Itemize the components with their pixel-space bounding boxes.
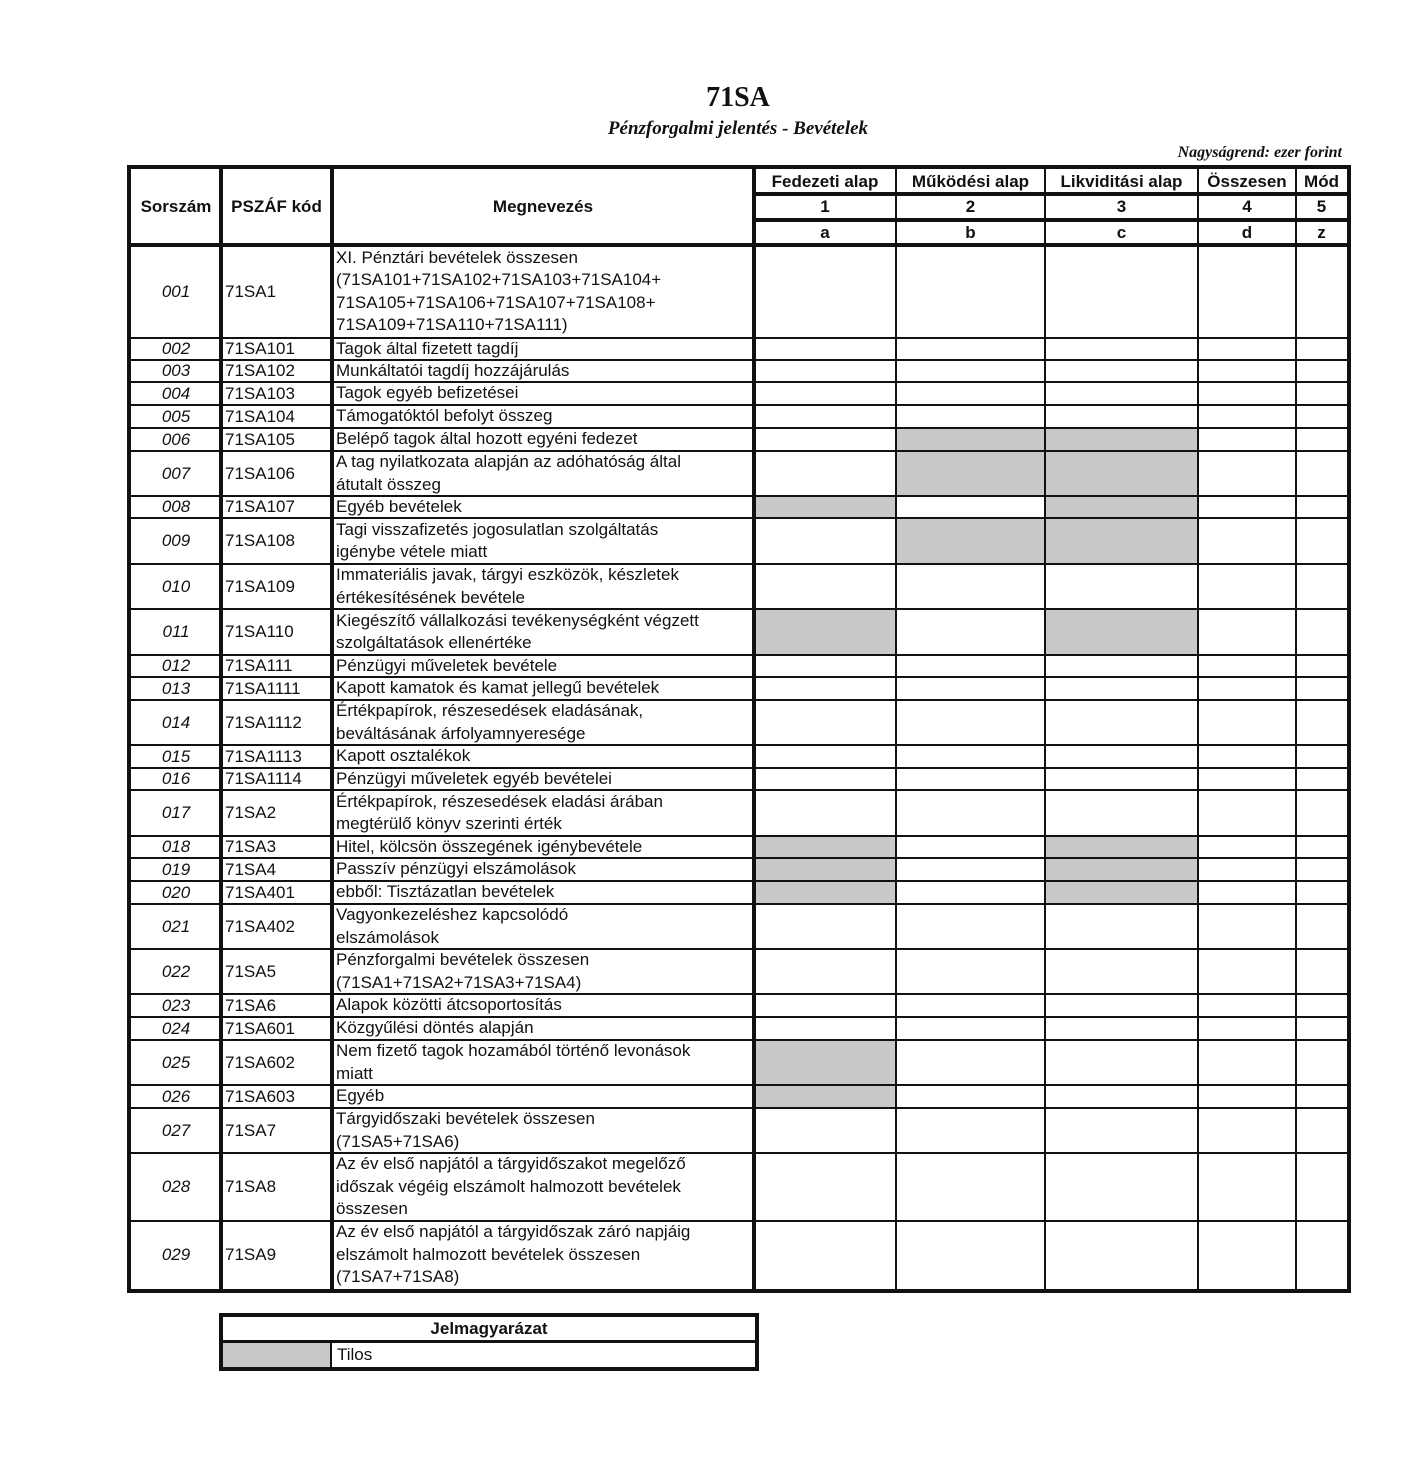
value-cell-d[interactable] bbox=[1198, 1040, 1296, 1085]
row-sorszam: 009 bbox=[161, 531, 191, 550]
row-megnevezes: Vagyonkezeléshez kapcsolódó elszámolások bbox=[336, 905, 569, 947]
grid-row-line bbox=[131, 676, 1347, 678]
value-cell-a[interactable] bbox=[754, 768, 896, 790]
value-cell-c[interactable] bbox=[1045, 1017, 1198, 1040]
row-pszaf-code: 71SA5 bbox=[225, 961, 277, 981]
value-cell-z[interactable] bbox=[1296, 609, 1347, 655]
value-cell-c[interactable] bbox=[1045, 949, 1198, 994]
col-header-label: Összesen bbox=[1207, 171, 1287, 191]
value-cell-a[interactable] bbox=[754, 836, 896, 858]
row-megnevezes: Munkáltatói tagdíj hozzájárulás bbox=[336, 360, 570, 380]
row-megnevezes: A tag nyilatkozata alapján az adóhatóság által átutalt összeg bbox=[336, 452, 681, 494]
row-pszaf-code: 71SA104 bbox=[225, 406, 295, 426]
value-cell-a[interactable] bbox=[754, 677, 896, 700]
value-cell-z[interactable] bbox=[1296, 768, 1347, 790]
value-cell-a[interactable] bbox=[754, 1085, 896, 1108]
row-megnevezes: Az év első napjától a tárgyidőszakot megelőző időszak végéig elszámolt halmozott bevételek összesen bbox=[336, 1154, 686, 1219]
value-cell-c[interactable] bbox=[1045, 768, 1198, 790]
value-cell-z[interactable] bbox=[1296, 655, 1347, 677]
col-header-number: 1 bbox=[820, 197, 830, 216]
legend-box bbox=[219, 1313, 759, 1371]
col-header-megnevezes: Megnevezés bbox=[492, 197, 594, 216]
value-cell-b[interactable] bbox=[896, 768, 1045, 790]
row-pszaf-code: 71SA7 bbox=[225, 1120, 277, 1140]
row-pszaf-code: 71SA107 bbox=[225, 497, 295, 516]
row-sorszam: 024 bbox=[161, 1018, 191, 1038]
col-header-label: Működési alap bbox=[911, 171, 1030, 191]
value-cell-c[interactable] bbox=[1045, 360, 1198, 382]
value-cell-z[interactable] bbox=[1296, 745, 1347, 768]
row-megnevezes: Tagok által fizetett tagdíj bbox=[336, 338, 519, 358]
value-cell-z[interactable] bbox=[1296, 1017, 1347, 1040]
row-megnevezes: Egyéb bbox=[336, 1086, 385, 1106]
grid-row-line bbox=[131, 654, 1347, 656]
value-cell-z[interactable] bbox=[1296, 700, 1347, 745]
value-cell-b[interactable] bbox=[896, 881, 1045, 904]
value-cell-d[interactable] bbox=[1198, 1221, 1296, 1289]
row-pszaf-code: 71SA108 bbox=[225, 531, 295, 550]
grid-header-bottom-line bbox=[131, 243, 1347, 247]
grid-header-line bbox=[754, 218, 1347, 222]
row-sorszam: 008 bbox=[161, 497, 191, 516]
row-sorszam: 021 bbox=[161, 916, 191, 936]
row-megnevezes: Pénzügyi műveletek bevétele bbox=[336, 655, 558, 675]
row-megnevezes: Pénzügyi műveletek egyéb bevételei bbox=[336, 768, 612, 788]
value-cell-b[interactable] bbox=[896, 949, 1045, 994]
value-cell-a[interactable] bbox=[754, 496, 896, 518]
value-cell-b[interactable] bbox=[896, 609, 1045, 655]
value-cell-d[interactable] bbox=[1198, 1017, 1296, 1040]
value-cell-d[interactable] bbox=[1198, 360, 1296, 382]
value-cell-z[interactable] bbox=[1296, 1108, 1347, 1153]
row-megnevezes: Tárgyidőszaki bevételek összesen (71SA5+71SA6) bbox=[336, 1109, 595, 1151]
value-cell-c[interactable] bbox=[1045, 700, 1198, 745]
row-sorszam: 026 bbox=[161, 1086, 191, 1106]
grid-row-line bbox=[131, 404, 1347, 406]
row-pszaf-code: 71SA602 bbox=[225, 1052, 295, 1072]
row-sorszam: 018 bbox=[161, 837, 191, 856]
value-cell-a[interactable] bbox=[754, 1108, 896, 1153]
row-pszaf-code: 71SA1114 bbox=[225, 769, 302, 788]
value-cell-c[interactable] bbox=[1045, 609, 1198, 655]
value-cell-d[interactable] bbox=[1198, 1085, 1296, 1108]
grid-row-line bbox=[131, 1039, 1347, 1041]
row-pszaf-code: 71SA102 bbox=[225, 361, 295, 380]
value-cell-a[interactable] bbox=[754, 338, 896, 360]
value-cell-z[interactable] bbox=[1296, 904, 1347, 949]
col-header-number: 3 bbox=[1116, 197, 1127, 216]
row-megnevezes: Alapok közötti átcsoportosítás bbox=[336, 995, 562, 1015]
row-megnevezes: Közgyűlési döntés alapján bbox=[336, 1018, 534, 1038]
row-sorszam: 019 bbox=[161, 859, 191, 879]
value-cell-c[interactable] bbox=[1045, 1221, 1198, 1289]
value-cell-z[interactable] bbox=[1296, 994, 1347, 1017]
legend-forbidden-label: Tilos bbox=[337, 1345, 373, 1364]
col-header-sorszam: Sorszám bbox=[140, 197, 212, 216]
value-cell-c[interactable] bbox=[1045, 382, 1198, 405]
row-megnevezes: Az év első napjától a tárgyidőszak záró napjáig elszámolt halmozott bevételek összesen (71SA7+71SA8) bbox=[336, 1222, 691, 1287]
row-sorszam: 029 bbox=[161, 1245, 191, 1264]
grid-row-line bbox=[131, 880, 1347, 882]
value-cell-a[interactable] bbox=[754, 881, 896, 904]
value-cell-d[interactable] bbox=[1198, 700, 1296, 745]
grid-row-line bbox=[131, 450, 1347, 452]
row-sorszam: 006 bbox=[161, 429, 191, 449]
value-cell-b[interactable] bbox=[896, 1017, 1045, 1040]
row-megnevezes: Értékpapírok, részesedések eladási árában megtérülő könyv szerinti érték bbox=[336, 791, 663, 833]
value-cell-a[interactable] bbox=[754, 994, 896, 1017]
value-cell-b[interactable] bbox=[896, 518, 1045, 564]
value-cell-a[interactable] bbox=[754, 1017, 896, 1040]
value-cell-a[interactable] bbox=[754, 382, 896, 405]
value-cell-b[interactable] bbox=[896, 1108, 1045, 1153]
row-sorszam: 014 bbox=[161, 712, 191, 732]
row-pszaf-code: 71SA2 bbox=[225, 803, 277, 822]
row-sorszam: 004 bbox=[161, 383, 191, 403]
value-cell-c[interactable] bbox=[1045, 451, 1198, 496]
legend-title: Jelmagyarázat bbox=[223, 1317, 755, 1343]
grid-row-line bbox=[131, 608, 1347, 610]
grid-row-line bbox=[131, 1152, 1347, 1154]
value-cell-a[interactable] bbox=[754, 1153, 896, 1221]
value-cell-b[interactable] bbox=[896, 994, 1045, 1017]
value-cell-z[interactable] bbox=[1296, 518, 1347, 564]
value-cell-z[interactable] bbox=[1296, 677, 1347, 700]
value-cell-a[interactable] bbox=[754, 609, 896, 655]
value-cell-a[interactable] bbox=[754, 745, 896, 768]
row-sorszam: 020 bbox=[161, 882, 191, 902]
value-cell-a[interactable] bbox=[754, 904, 896, 949]
value-cell-d[interactable] bbox=[1198, 836, 1296, 858]
row-megnevezes: XI. Pénztári bevételek összesen (71SA101+71SA102+71SA103+71SA104+ 71SA105+71SA106+71SA107+71SA108+ 71SA109+71SA110+71SA111) bbox=[336, 247, 662, 334]
row-megnevezes: Kapott kamatok és kamat jellegű bevételek bbox=[336, 678, 660, 698]
row-sorszam: 028 bbox=[161, 1177, 191, 1196]
row-megnevezes: Egyéb bevételek bbox=[336, 496, 462, 516]
row-sorszam: 002 bbox=[161, 339, 191, 358]
value-cell-c[interactable] bbox=[1045, 245, 1198, 338]
value-cell-a[interactable] bbox=[754, 428, 896, 451]
row-megnevezes: Értékpapírok, részesedések eladásának, beváltásának árfolyamnyeresége bbox=[336, 701, 644, 743]
row-pszaf-code: 71SA3 bbox=[225, 837, 277, 856]
report-table bbox=[127, 165, 1351, 1293]
value-cell-d[interactable] bbox=[1198, 518, 1296, 564]
value-cell-c[interactable] bbox=[1045, 858, 1198, 881]
value-cell-d[interactable] bbox=[1198, 904, 1296, 949]
row-megnevezes: Támogatóktól befolyt összeg bbox=[336, 406, 553, 426]
value-cell-c[interactable] bbox=[1045, 881, 1198, 904]
value-cell-b[interactable] bbox=[896, 745, 1045, 768]
value-cell-d[interactable] bbox=[1198, 451, 1296, 496]
row-megnevezes: Belépő tagok által hozott egyéni fedezet bbox=[336, 429, 638, 449]
value-cell-c[interactable] bbox=[1045, 518, 1198, 564]
col-header-letter: z bbox=[1317, 222, 1326, 242]
row-pszaf-code: 71SA1113 bbox=[225, 746, 302, 766]
form-code-title: 71SA bbox=[706, 82, 770, 113]
value-cell-z[interactable] bbox=[1296, 858, 1347, 881]
value-cell-b[interactable] bbox=[896, 451, 1045, 496]
value-cell-d[interactable] bbox=[1198, 790, 1296, 836]
value-cell-a[interactable] bbox=[754, 1040, 896, 1085]
col-header-number: 4 bbox=[1242, 197, 1252, 216]
value-cell-d[interactable] bbox=[1198, 428, 1296, 451]
value-cell-d[interactable] bbox=[1198, 858, 1296, 881]
value-cell-d[interactable] bbox=[1198, 496, 1296, 518]
value-cell-c[interactable] bbox=[1045, 904, 1198, 949]
grid-row-line bbox=[131, 903, 1347, 905]
value-cell-z[interactable] bbox=[1296, 360, 1347, 382]
value-cell-c[interactable] bbox=[1045, 836, 1198, 858]
row-sorszam: 003 bbox=[161, 361, 191, 380]
value-cell-z[interactable] bbox=[1296, 564, 1347, 609]
value-cell-b[interactable] bbox=[896, 1153, 1045, 1221]
grid-row-line bbox=[131, 993, 1347, 995]
value-cell-z[interactable] bbox=[1296, 1153, 1347, 1221]
value-cell-d[interactable] bbox=[1198, 677, 1296, 700]
value-cell-a[interactable] bbox=[754, 1221, 896, 1289]
value-cell-d[interactable] bbox=[1198, 609, 1296, 655]
row-pszaf-code: 71SA4 bbox=[225, 859, 277, 879]
value-cell-b[interactable] bbox=[896, 1085, 1045, 1108]
row-sorszam: 016 bbox=[161, 769, 191, 788]
col-header-label: Fedezeti alap bbox=[771, 171, 879, 191]
grid-row-line bbox=[131, 1084, 1347, 1086]
value-cell-a[interactable] bbox=[754, 518, 896, 564]
value-cell-c[interactable] bbox=[1045, 496, 1198, 518]
grid-row-line bbox=[131, 427, 1347, 429]
value-cell-a[interactable] bbox=[754, 700, 896, 745]
row-pszaf-code: 71SA401 bbox=[225, 882, 295, 902]
row-sorszam: 015 bbox=[161, 746, 191, 766]
row-pszaf-code: 71SA101 bbox=[225, 339, 295, 358]
row-pszaf-code: 71SA9 bbox=[225, 1245, 277, 1264]
value-cell-d[interactable] bbox=[1198, 1108, 1296, 1153]
grid-row-line bbox=[131, 495, 1347, 497]
value-cell-a[interactable] bbox=[754, 858, 896, 881]
row-pszaf-code: 71SA601 bbox=[225, 1018, 295, 1038]
row-pszaf-code: 71SA6 bbox=[225, 995, 277, 1015]
grid-row-line bbox=[131, 948, 1347, 950]
value-cell-z[interactable] bbox=[1296, 382, 1347, 405]
row-megnevezes: Nem fizető tagok hozamából történő levonások miatt bbox=[336, 1041, 691, 1083]
value-cell-c[interactable] bbox=[1045, 405, 1198, 428]
row-megnevezes: Tagok egyéb befizetései bbox=[336, 383, 519, 403]
value-cell-b[interactable] bbox=[896, 790, 1045, 836]
value-cell-z[interactable] bbox=[1296, 1040, 1347, 1085]
value-cell-c[interactable] bbox=[1045, 994, 1198, 1017]
value-cell-b[interactable] bbox=[896, 338, 1045, 360]
legend-forbidden-swatch bbox=[223, 1343, 332, 1367]
grid-row-line bbox=[131, 1220, 1347, 1222]
grid-row-line bbox=[131, 359, 1347, 361]
value-cell-z[interactable] bbox=[1296, 836, 1347, 858]
row-sorszam: 005 bbox=[161, 406, 191, 426]
value-cell-d[interactable] bbox=[1198, 382, 1296, 405]
value-cell-b[interactable] bbox=[896, 245, 1045, 338]
row-pszaf-code: 71SA111 bbox=[225, 656, 293, 675]
grid-row-line bbox=[131, 789, 1347, 791]
col-header-letter: d bbox=[1241, 222, 1253, 242]
value-cell-b[interactable] bbox=[896, 677, 1045, 700]
value-cell-b[interactable] bbox=[896, 360, 1045, 382]
value-cell-d[interactable] bbox=[1198, 405, 1296, 428]
value-cell-z[interactable] bbox=[1296, 428, 1347, 451]
value-cell-c[interactable] bbox=[1045, 745, 1198, 768]
row-pszaf-code: 71SA1112 bbox=[225, 712, 302, 732]
row-megnevezes: Hitel, kölcsön összegének igénybevétele bbox=[336, 836, 643, 856]
value-cell-b[interactable] bbox=[896, 904, 1045, 949]
row-sorszam: 001 bbox=[161, 281, 191, 301]
value-cell-d[interactable] bbox=[1198, 1153, 1296, 1221]
col-header-label: Likviditási alap bbox=[1060, 171, 1183, 191]
value-cell-d[interactable] bbox=[1198, 564, 1296, 609]
value-cell-b[interactable] bbox=[896, 564, 1045, 609]
col-header-number: 5 bbox=[1316, 197, 1327, 216]
value-cell-b[interactable] bbox=[896, 1221, 1045, 1289]
value-cell-d[interactable] bbox=[1198, 655, 1296, 677]
value-cell-z[interactable] bbox=[1296, 949, 1347, 994]
col-header-pszaf: PSZÁF kód bbox=[231, 197, 322, 216]
value-cell-c[interactable] bbox=[1045, 338, 1198, 360]
value-cell-a[interactable] bbox=[754, 405, 896, 428]
value-cell-b[interactable] bbox=[896, 496, 1045, 518]
grid-row-line bbox=[131, 744, 1347, 746]
row-sorszam: 027 bbox=[161, 1120, 191, 1140]
value-cell-z[interactable] bbox=[1296, 245, 1347, 338]
row-pszaf-code: 71SA1 bbox=[225, 281, 277, 301]
value-cell-z[interactable] bbox=[1296, 338, 1347, 360]
grid-row-line bbox=[131, 381, 1347, 383]
value-cell-b[interactable] bbox=[896, 382, 1045, 405]
value-cell-c[interactable] bbox=[1045, 1108, 1198, 1153]
value-cell-z[interactable] bbox=[1296, 881, 1347, 904]
row-sorszam: 022 bbox=[161, 961, 191, 981]
value-cell-a[interactable] bbox=[754, 790, 896, 836]
row-pszaf-code: 71SA8 bbox=[225, 1177, 277, 1196]
value-cell-c[interactable] bbox=[1045, 1153, 1198, 1221]
value-cell-d[interactable] bbox=[1198, 245, 1296, 338]
value-cell-b[interactable] bbox=[896, 428, 1045, 451]
value-cell-a[interactable] bbox=[754, 451, 896, 496]
row-sorszam: 013 bbox=[161, 678, 191, 698]
row-megnevezes: Immateriális javak, tárgyi eszközök, készletek értékesítésének bevétele bbox=[336, 565, 679, 607]
value-cell-z[interactable] bbox=[1296, 405, 1347, 428]
value-cell-a[interactable] bbox=[754, 564, 896, 609]
value-cell-z[interactable] bbox=[1296, 1221, 1347, 1289]
row-pszaf-code: 71SA106 bbox=[225, 463, 295, 483]
value-cell-d[interactable] bbox=[1198, 745, 1296, 768]
col-header-letter: c bbox=[1116, 222, 1127, 242]
col-header-label: Mód bbox=[1304, 171, 1339, 191]
row-pszaf-code: 71SA402 bbox=[225, 916, 295, 936]
grid-row-line bbox=[131, 1016, 1347, 1018]
row-megnevezes: Passzív pénzügyi elszámolások bbox=[336, 859, 577, 879]
value-cell-d[interactable] bbox=[1198, 881, 1296, 904]
row-megnevezes: ebből: Tisztázatlan bevételek bbox=[336, 882, 555, 902]
value-cell-c[interactable] bbox=[1045, 655, 1198, 677]
col-header-number: 2 bbox=[965, 197, 976, 216]
row-sorszam: 012 bbox=[161, 656, 191, 675]
value-cell-d[interactable] bbox=[1198, 949, 1296, 994]
row-pszaf-code: 71SA110 bbox=[225, 622, 294, 641]
value-cell-z[interactable] bbox=[1296, 790, 1347, 836]
row-pszaf-code: 71SA105 bbox=[225, 429, 295, 449]
value-cell-b[interactable] bbox=[896, 1040, 1045, 1085]
row-pszaf-code: 71SA603 bbox=[225, 1086, 295, 1106]
grid-row-line bbox=[131, 857, 1347, 859]
row-sorszam: 023 bbox=[161, 995, 191, 1015]
row-pszaf-code: 71SA109 bbox=[225, 576, 295, 596]
value-cell-d[interactable] bbox=[1198, 768, 1296, 790]
value-cell-a[interactable] bbox=[754, 360, 896, 382]
col-header-letter: b bbox=[965, 222, 976, 242]
value-cell-a[interactable] bbox=[754, 655, 896, 677]
grid-row-line bbox=[131, 563, 1347, 565]
value-cell-d[interactable] bbox=[1198, 338, 1296, 360]
value-cell-z[interactable] bbox=[1296, 1085, 1347, 1108]
value-cell-z[interactable] bbox=[1296, 496, 1347, 518]
value-cell-c[interactable] bbox=[1045, 564, 1198, 609]
row-megnevezes: Kiegészítő vállalkozási tevékenységként végzett szolgáltatások ellenértéke bbox=[336, 610, 699, 652]
row-sorszam: 011 bbox=[162, 622, 190, 641]
grid-row-line bbox=[131, 835, 1347, 837]
row-pszaf-code: 71SA103 bbox=[225, 383, 295, 403]
form-subtitle: Pénzforgalmi jelentés - Bevételek bbox=[607, 118, 869, 139]
row-megnevezes: Tagi visszafizetés jogosulatlan szolgáltatás igénybe vétele miatt bbox=[336, 519, 659, 561]
grid-row-line bbox=[131, 767, 1347, 769]
value-cell-a[interactable] bbox=[754, 949, 896, 994]
value-cell-b[interactable] bbox=[896, 858, 1045, 881]
row-sorszam: 007 bbox=[161, 463, 191, 483]
value-cell-d[interactable] bbox=[1198, 994, 1296, 1017]
grid-header-line bbox=[754, 192, 1347, 196]
value-cell-b[interactable] bbox=[896, 836, 1045, 858]
row-megnevezes: Kapott osztalékok bbox=[336, 746, 471, 766]
value-cell-b[interactable] bbox=[896, 405, 1045, 428]
value-cell-z[interactable] bbox=[1296, 451, 1347, 496]
grid-row-line bbox=[131, 337, 1347, 339]
value-cell-c[interactable] bbox=[1045, 790, 1198, 836]
value-cell-c[interactable] bbox=[1045, 1040, 1198, 1085]
unit-note: Nagyságrend: ezer forint bbox=[1177, 144, 1342, 161]
grid-row-line bbox=[131, 1107, 1347, 1109]
row-sorszam: 010 bbox=[161, 576, 191, 596]
col-header-letter: a bbox=[820, 222, 830, 242]
value-cell-b[interactable] bbox=[896, 700, 1045, 745]
value-cell-c[interactable] bbox=[1045, 1085, 1198, 1108]
row-sorszam: 017 bbox=[161, 803, 191, 822]
value-cell-a[interactable] bbox=[754, 245, 896, 338]
value-cell-b[interactable] bbox=[896, 655, 1045, 677]
row-megnevezes: Pénzforgalmi bevételek összesen (71SA1+71SA2+71SA3+71SA4) bbox=[336, 950, 590, 992]
row-sorszam: 025 bbox=[161, 1052, 191, 1072]
value-cell-c[interactable] bbox=[1045, 677, 1198, 700]
value-cell-c[interactable] bbox=[1045, 428, 1198, 451]
grid-row-line bbox=[131, 699, 1347, 701]
row-pszaf-code: 71SA1111 bbox=[225, 678, 301, 698]
grid-row-line bbox=[131, 517, 1347, 519]
